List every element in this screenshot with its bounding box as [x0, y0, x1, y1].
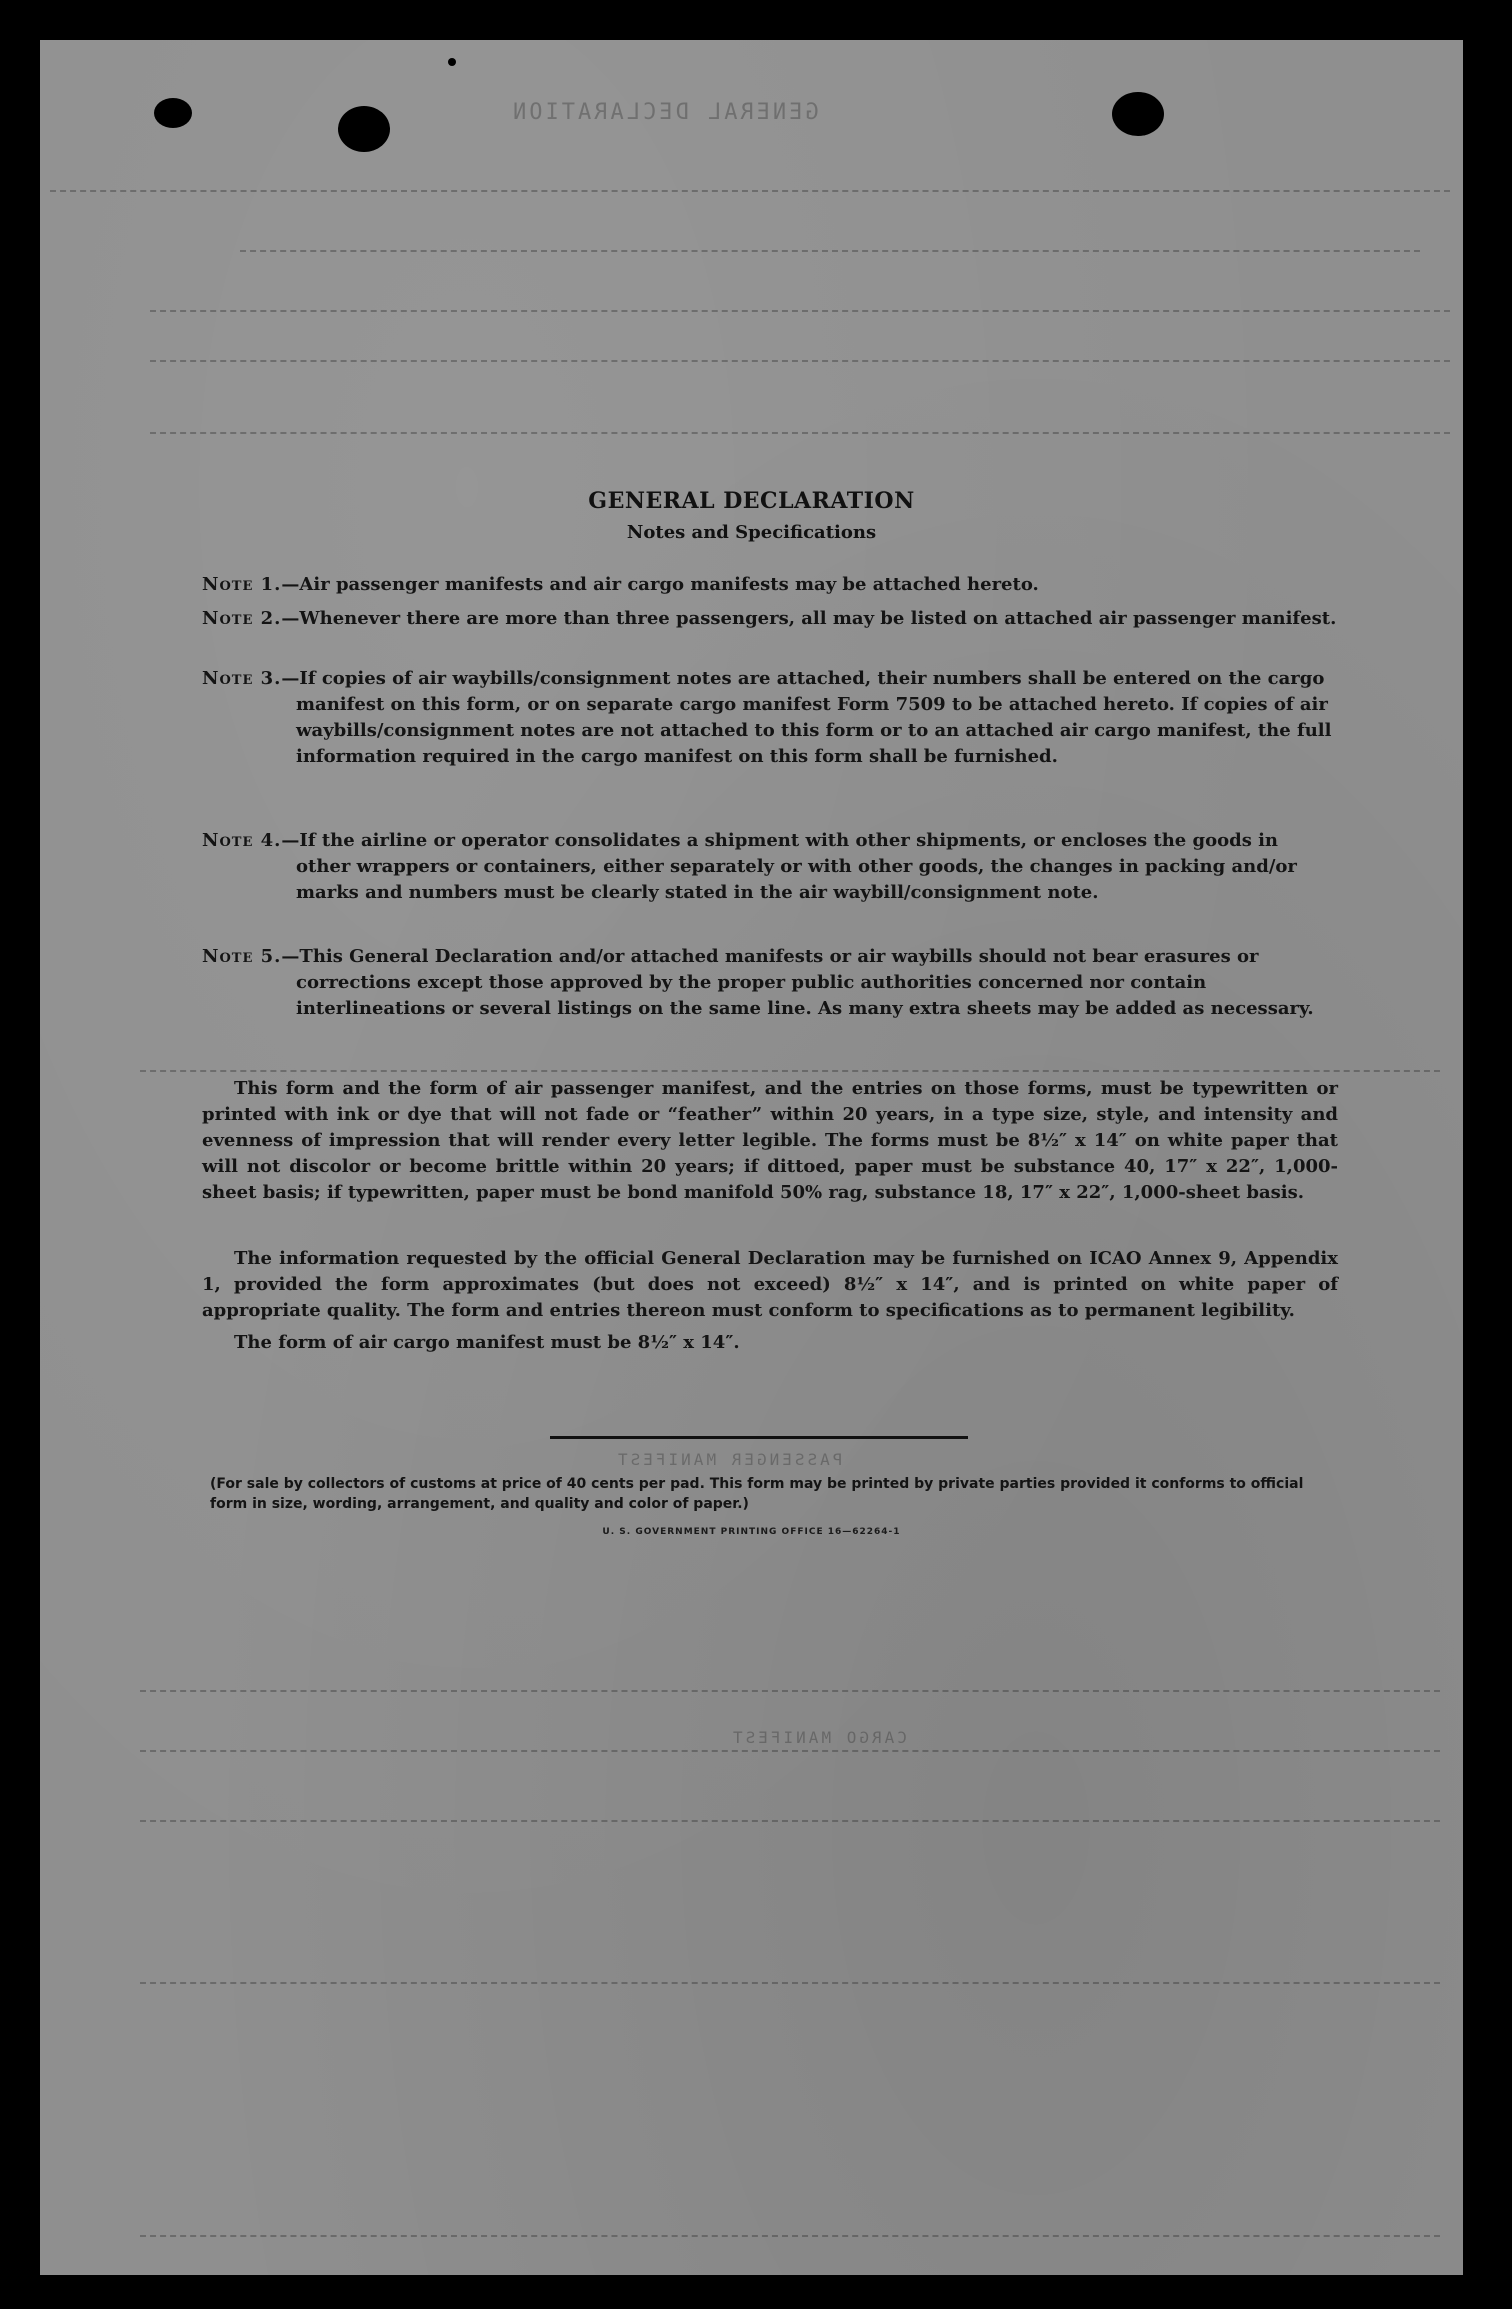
note-3	[202, 666, 1338, 770]
bleed-through-cargo-manifest: CARGO MANIFEST	[730, 1728, 907, 1747]
punch-hole-left-inner	[338, 106, 390, 152]
note-label: Note 2.	[202, 608, 282, 629]
bleed-line	[150, 432, 1450, 434]
bleed-line	[150, 310, 1450, 312]
note-label: Note 4.	[202, 830, 282, 851]
note-1	[202, 572, 1338, 598]
bleed-through-passenger-manifest: PASSENGER MANIFEST	[615, 1450, 843, 1469]
bleed-line	[140, 1690, 1440, 1692]
note-text: —If copies of air waybills/consignment notes are attached, their numbers shall be entered on the cargo manifest on this form, or on separate cargo manifest Form 7509 to be attached hereto. If copies of air waybills/consignment notes are not attached to this form or to an attached air cargo manifest, the full information required in the cargo manifest on this form shall be furnished.	[281, 668, 1332, 767]
bleed-line	[140, 1750, 1440, 1752]
note-text: —This General Declaration and/or attached manifests or air waybills should not bear erasures or corrections except those approved by the proper public authorities concerned nor contain interlineations or several listings on the same line. As many extra sheets may be added as necessary.	[281, 946, 1314, 1019]
bleed-line	[140, 1820, 1440, 1822]
note-text: —If the airline or operator consolidates a shipment with other shipments, or encloses the goods in other wrappers or containers, either separately or with other goods, the changes in packing and/or marks and numbers must be clearly stated in the air waybill/consignment note.	[281, 830, 1297, 903]
bleed-line	[50, 190, 1450, 192]
note-label: Note 1.	[202, 574, 282, 595]
printing-office-imprint: U. S. GOVERNMENT PRINTING OFFICE 16—62264-1	[602, 1527, 901, 1537]
paragraph-icao-annex: The information requested by the official General Declaration may be furnished on ICAO Annex 9, Appendix 1, provided the form approximates (but does not exceed) 8½″ x 14″, and is printed on white paper of appropriate quality. The form and entries thereon must conform to specifications as to permanent legibility.	[202, 1248, 1338, 1321]
note-label: Note 5.	[202, 946, 282, 967]
sale-notice: (For sale by collectors of customs at price of 40 cents per pad. This form may be printed by private parties provided it conforms to official form in size, wording, arrangement, and quality and color of paper.)	[210, 1476, 1304, 1512]
bleed-line	[150, 360, 1450, 362]
note-4	[202, 828, 1338, 906]
bleed-through-header: GENERAL DECLARATION	[510, 100, 819, 125]
paragraph-cargo-manifest-size: The form of air cargo manifest must be 8½″ x 14″.	[234, 1332, 740, 1353]
bleed-line	[140, 2235, 1440, 2237]
document-title: GENERAL DECLARATION	[588, 488, 915, 514]
document-page	[40, 40, 1463, 2275]
punch-hole-right	[1112, 92, 1164, 136]
bleed-line	[240, 250, 1420, 252]
note-2	[202, 606, 1338, 632]
bleed-line	[140, 1070, 1440, 1072]
note-5	[202, 944, 1338, 1022]
divider-rule	[550, 1436, 968, 1439]
paragraph-form-specifications: This form and the form of air passenger manifest, and the entries on those forms, must be typewritten or printed with ink or dye that will not fade or “feather” within 20 years, in a type size, style, and intensity and evenness of impression that will render every letter legible. The forms must be 8½″ x 14″ on white paper that will not discolor or become brittle within 20 years; if dittoed, paper must be substance 40, 17″ x 22″, 1,000-sheet basis; if typewritten, paper must be bond manifold 50% rag, substance 18, 17″ x 22″, 1,000-sheet basis.	[202, 1078, 1338, 1203]
punch-hole-dot	[448, 58, 456, 66]
note-text: —Air passenger manifests and air cargo manifests may be attached hereto.	[281, 574, 1039, 595]
note-text: —Whenever there are more than three passengers, all may be listed on attached air passenger manifest.	[281, 608, 1337, 629]
punch-hole-left	[154, 98, 192, 128]
bleed-line	[140, 1982, 1440, 1984]
document-subtitle: Notes and Specifications	[626, 522, 877, 543]
note-label: Note 3.	[202, 668, 282, 689]
